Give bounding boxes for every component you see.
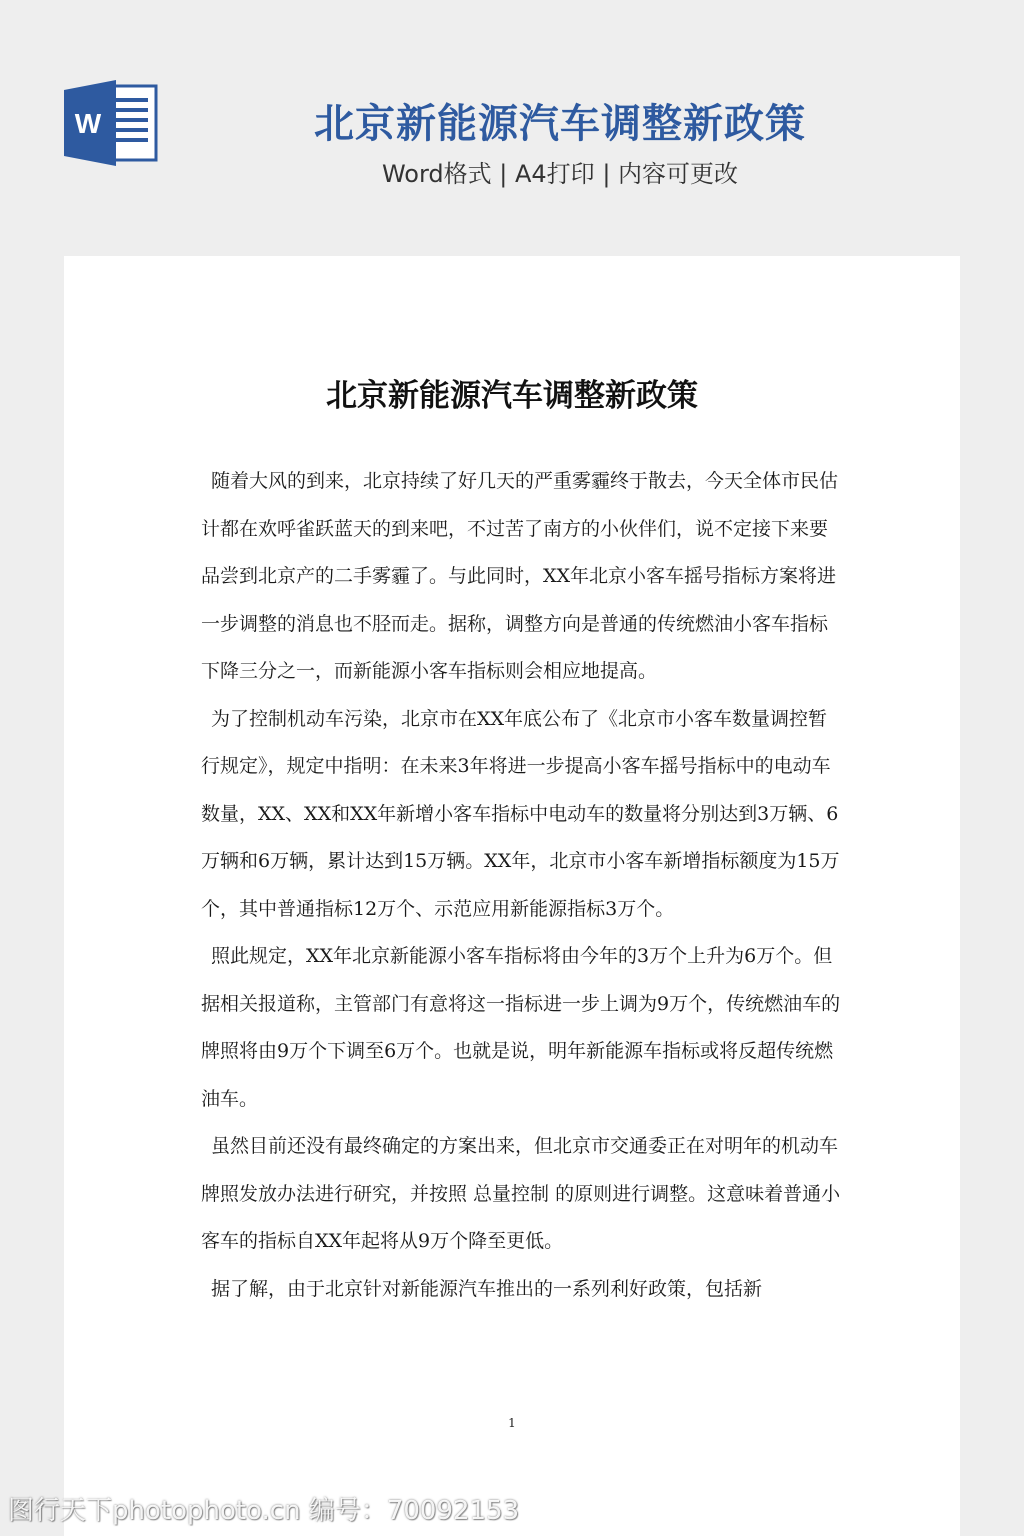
paragraph: 随着大风的到来，北京持续了好几天的严重雾霾终于散去，今天全体市民估计都在欢呼雀跃蓝天的到来吧，不过苦了南方的小伙伴们，说不定接下来要品尝到北京产的二手雾霾了。与此同时，XX年北京小客车摇号指标方案将进一步调整的消息也不胫而走。据称，调整方向是普通的传统燃油小客车指标下降三分之一，而新能源小客车指标则会相应地提高。 — [201, 470, 839, 682]
word-icon — [64, 80, 158, 166]
banner-title: 北京新能源汽车调整新政策 — [314, 101, 806, 147]
paragraph: 照此规定，XX年北京新能源小客车指标将由今年的3万个上升为6万个。但据相关报道称，主管部门有意将这一指标进一步上调为9万个，传统燃油车的牌照将由9万个下调至6万个。也就是说，明年新能源车指标或将反超传统燃油车。 — [201, 945, 841, 1110]
document-page — [64, 256, 960, 1536]
page-number: 1 — [508, 1416, 516, 1430]
paragraph: 虽然目前还没有最终确定的方案出来，但北京市交通委正在对明年的机动车牌照发放办法进行研究，并按照 总量控制 的原则进行调整。这意味着普通小客车的指标自XX年起将从9万个降至更低。 — [201, 1135, 841, 1252]
banner-subtitle: Word格式 | A4打印 | 内容可更改 — [381, 160, 739, 188]
word-logo-letter: W — [74, 108, 102, 139]
watermark: 图行天下photophoto.cn 编号：70092153 — [8, 1496, 520, 1526]
document-body — [201, 458, 841, 1313]
paragraph: 为了控制机动车污染，北京市在XX年底公布了《北京市小客车数量调控暂行规定》，规定中指明：在未来3年将进一步提高小客车摇号指标中的电动车数量，XX、XX和XX年新增小客车指标中电动车的数量将分别达到3万辆、6万辆和6万辆，累计达到15万辆。XX年，北京市小客车新增指标额度为15万个，其中普通指标12万个、示范应用新能源指标3万个。 — [201, 707, 840, 920]
document-title: 北京新能源汽车调整新政策 — [326, 378, 698, 414]
paragraph: 据了解，由于北京针对新能源汽车推出的一系列利好政策，包括新 — [211, 1277, 763, 1300]
header-banner — [0, 0, 1024, 250]
